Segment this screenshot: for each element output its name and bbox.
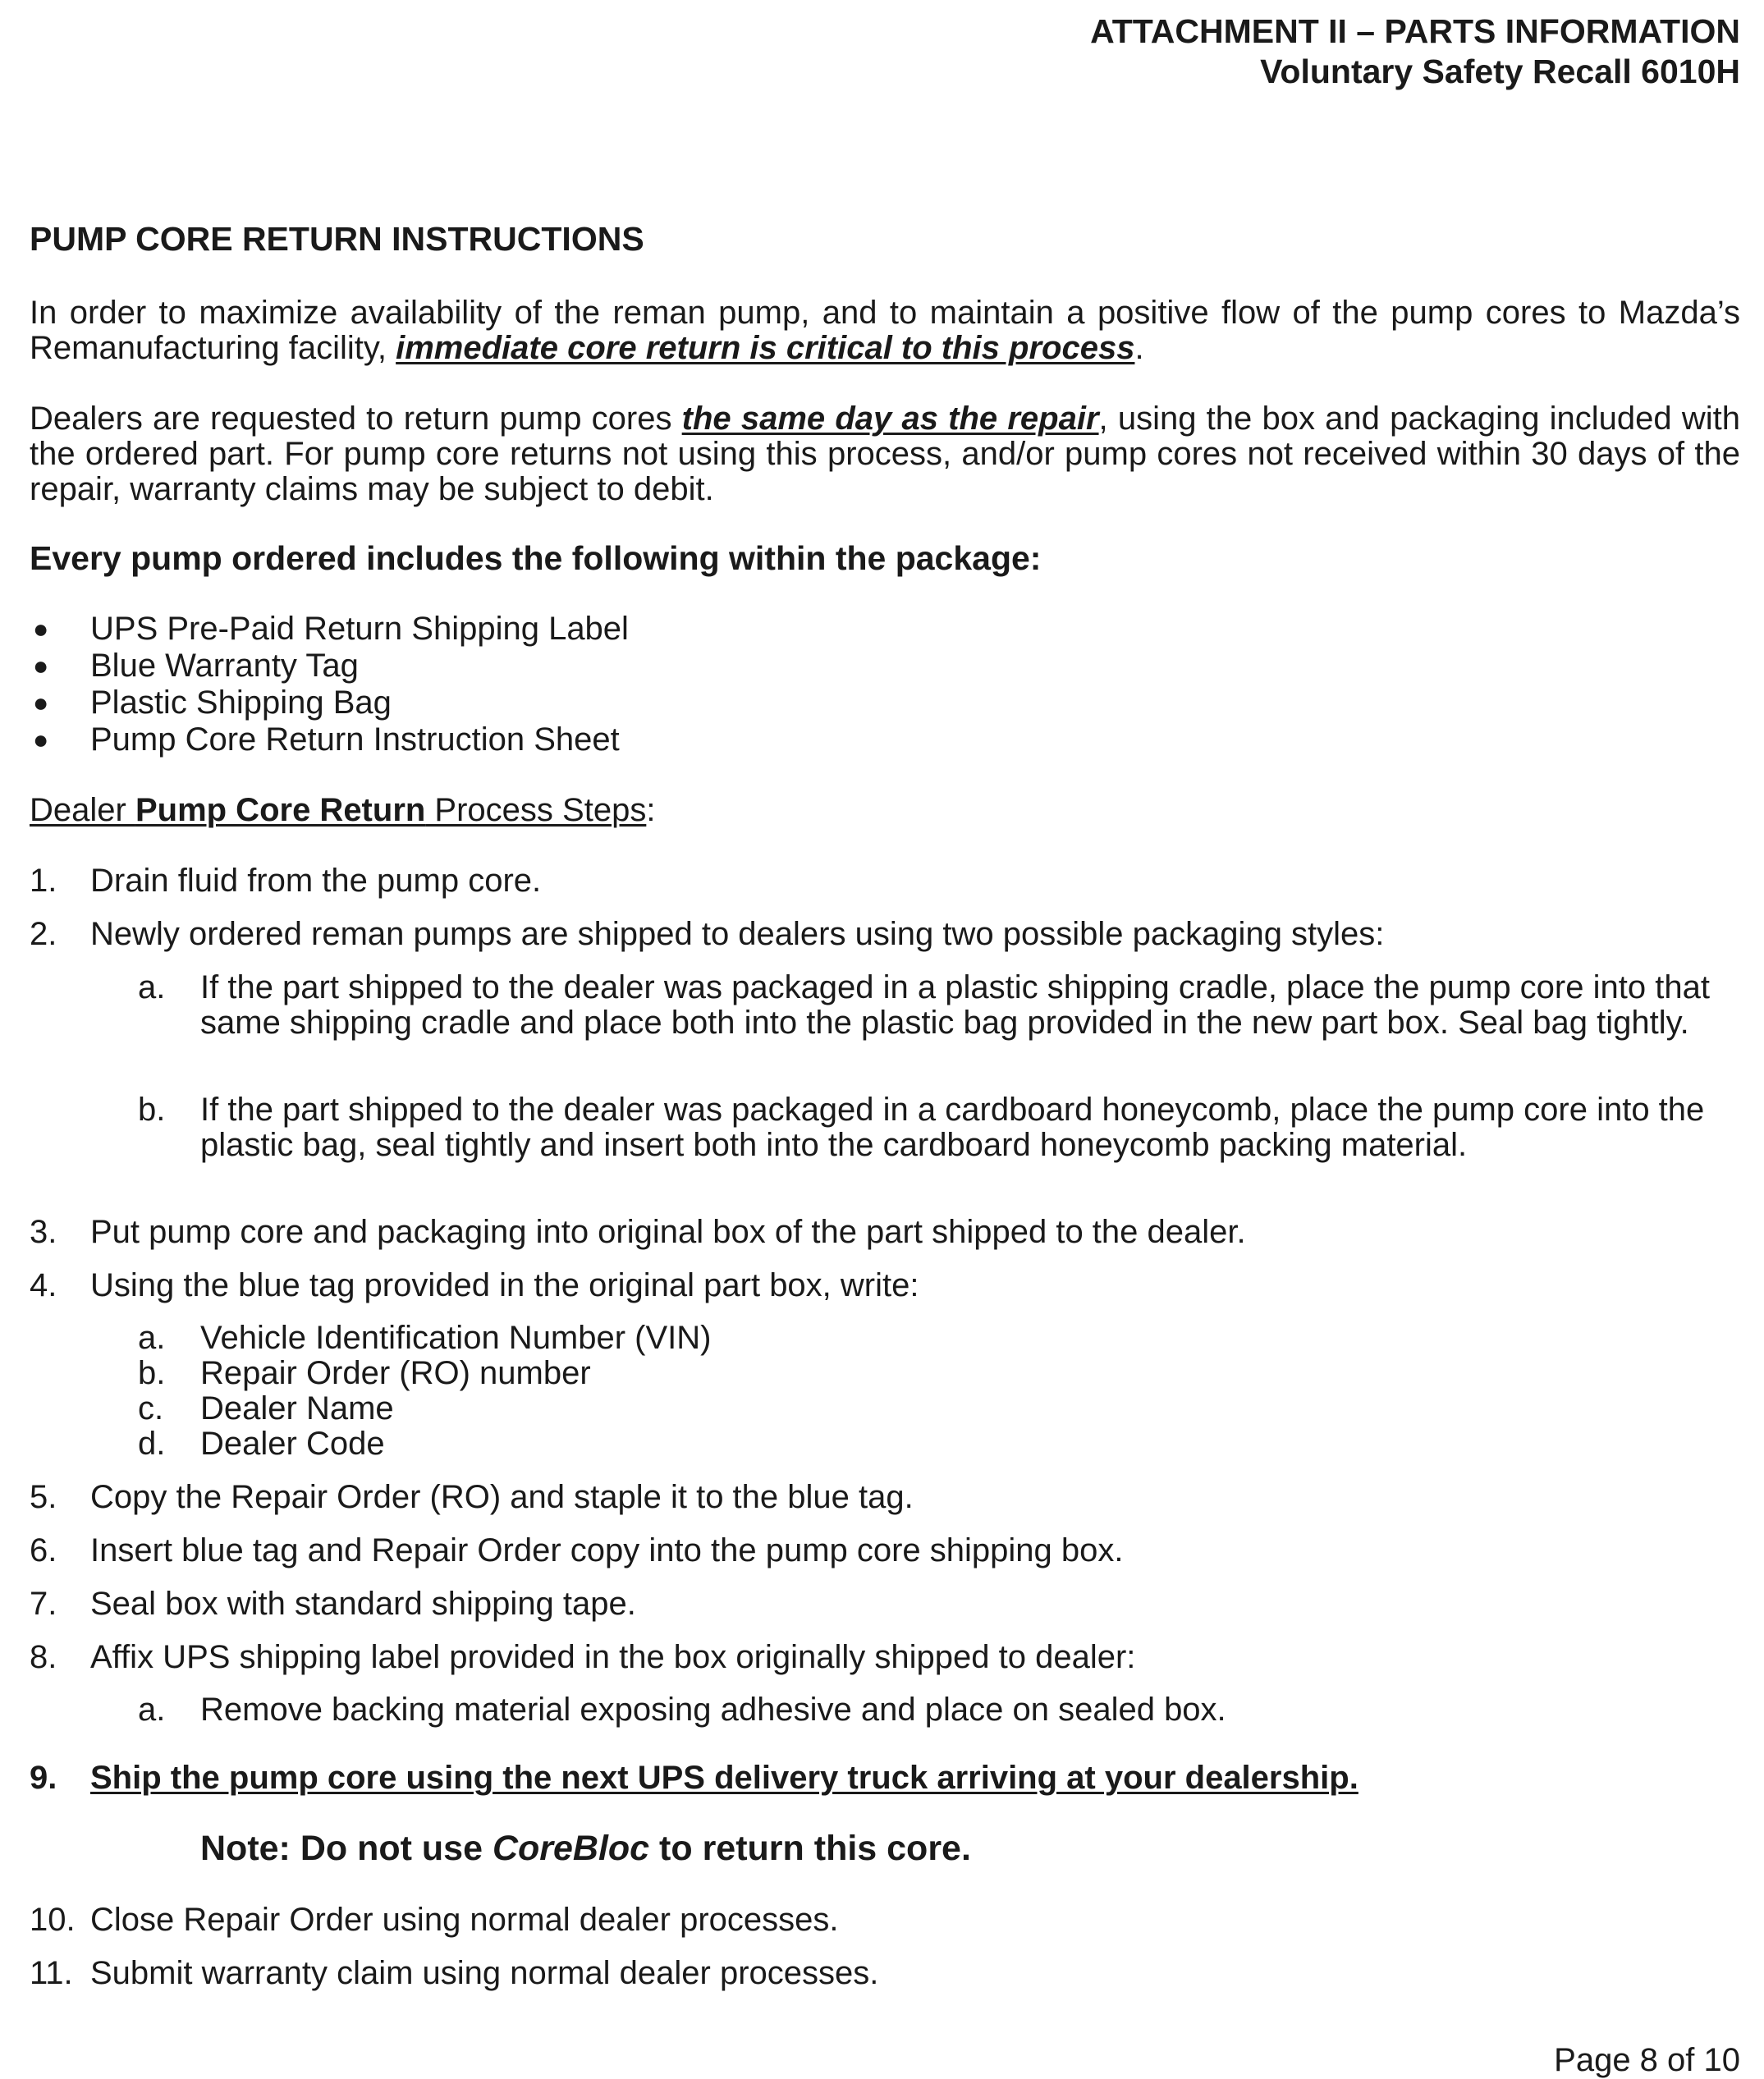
bullet-icon: ●	[33, 725, 49, 754]
document-page: ATTACHMENT II – PARTS INFORMATION Voluntary Safety Recall 6010H PUMP CORE RETURN INSTRUCTIONS In order to maximize availability of the reman pump, and to maintain a positive flow of the pump cores to Mazda’s Remanufacturing facility, immediate core return is critical to this process. Dealers are requested to return pump cores the same day as the repair, using the box and packaging included with the ordered part. For pump core returns not using this process, and/or pump cores not received within 30 days of the repair, warranty claims may be subject to debit. Every pump ordered includes the following within the package: ● UPS Pre-Paid Return Shipping Label ● Blue Warranty Tag ● Plastic Shipping Bag ● Pump Core Return Instruction Sheet Dealer Pump Core Return Process Steps: 1. Drain fluid from the pump core. 2. Newly ordered reman pumps are shipped to dealers using two possible packaging styles: a. If the part shipped to the dealer was packaged in a plastic shipping cradle, place the pump core into that same shipping cradle and place both into the plastic bag provided in the new part box. Seal bag tightly. b. If the part shipped to the dealer was packaged in a cardboard honeycomb, place the pump core into the plastic bag, seal tightly and insert both into the cardboard honeycomb packing material. 3. Put pump core and packaging into original box of the part shipped to the dealer. 4. Using the blue tag provided in the original part box, write: a. Vehicle Identification Number (VIN) b. Repair Order (RO) number c. Dealer Name d. Dealer Code 5. Copy the Repair Order (RO) and staple it to the blue tag. 6. Insert blue tag and Repair Order copy into the pump core shipping box. 7. Seal box with standard shipping tape. 8. Affix UPS shipping label provided in the box originally shipped to dealer: a. Remove backing material exposing adhesive and place on sealed box. 9. Ship the pump core using the next UPS delivery truck arriving at your dealership. Note: Do not use CoreBloc to return this core. 10. Close Repair Order using normal dealer processes. 11. Submit warranty claim using normal dealer processes. Page 8 of 10	[30, 12, 1740, 2078]
request-emphasis: the same day as the repair	[681, 401, 1099, 437]
steps-title: Dealer Pump Core Return Process Steps:	[30, 792, 656, 828]
corebloc-note: Note: Do not use CoreBloc to return this core.	[200, 1829, 971, 1868]
bullet-icon: ●	[33, 614, 49, 643]
section-title: PUMP CORE RETURN INSTRUCTIONS	[30, 220, 644, 258]
header-attachment-title: ATTACHMENT II – PARTS INFORMATION	[1090, 12, 1740, 50]
header-recall-title: Voluntary Safety Recall 6010H	[1260, 53, 1740, 90]
intro-end: .	[1134, 330, 1144, 366]
request-text-b: , using the box and packaging included with the ordered part. For pump core returns not using this process, and/or pump cores not received within 30 days of the repair, warranty claims may be subject to debit.	[30, 401, 1740, 507]
package-heading: Every pump ordered includes the following within the package:	[30, 539, 1042, 577]
request-paragraph	[30, 401, 1740, 507]
document-header	[1090, 11, 1740, 92]
request-text-a: Dealers are requested to return pump cores	[30, 401, 682, 437]
page-number: Page 8 of 10	[1554, 2042, 1740, 2078]
bullet-icon: ●	[33, 688, 49, 717]
bullet-icon: ●	[33, 651, 49, 680]
intro-paragraph	[30, 295, 1740, 366]
intro-text: In order to maximize availability of the reman pump, and to maintain a positive flow of the pump cores to Mazda’s Remanufacturing facility,	[30, 295, 1740, 366]
intro-emphasis: immediate core return is critical to this process	[396, 330, 1135, 366]
